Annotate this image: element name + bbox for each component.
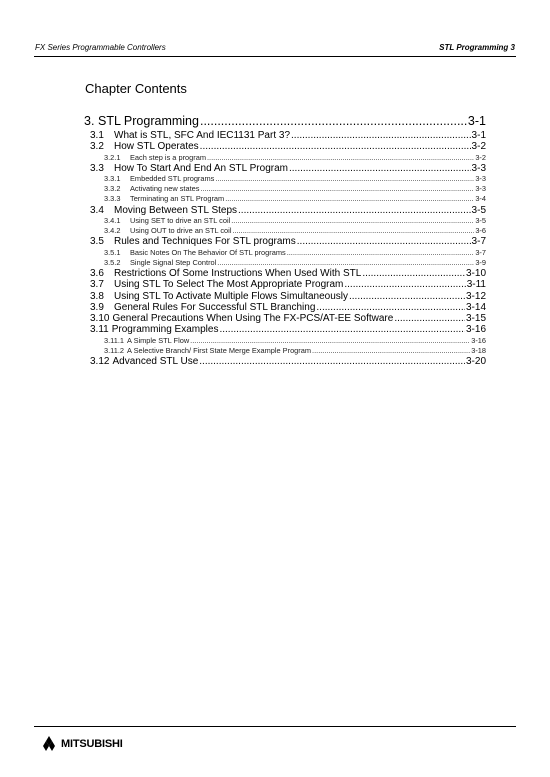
chapter-contents-heading: Chapter Contents (85, 81, 187, 96)
toc-leader-dots (200, 141, 471, 152)
toc-entry-number: 3.4.2 (104, 226, 121, 236)
toc-entry-title: Terminating an STL Program (130, 194, 225, 204)
toc-entry-page: 3-1 (471, 130, 486, 141)
footer-divider (34, 726, 516, 727)
toc-leader-dots (217, 258, 474, 268)
toc-entry-page: 3-3 (471, 162, 486, 174)
toc-entry-page: 3-16 (465, 324, 486, 336)
toc-entry-number: 3.11 (90, 324, 109, 336)
toc-leader-dots (200, 184, 474, 194)
toc-leader-dots (232, 226, 474, 236)
toc-entry-page: 3-2 (471, 141, 486, 153)
toc-leader-dots (394, 313, 465, 324)
toc-entry[interactable] (84, 130, 486, 141)
toc-leader-dots (291, 130, 471, 141)
toc-entry-title: Restrictions Of Some Instructions When Used With STL (114, 267, 362, 279)
toc-entry-title: STL Programming (98, 114, 199, 128)
toc-entry-title: Using OUT to drive an STL coil (130, 226, 232, 236)
toc-entry-title: Advanced STL Use (112, 356, 199, 368)
toc-leader-dots (297, 236, 471, 247)
toc-entry[interactable] (84, 346, 486, 356)
toc-leader-dots (215, 174, 474, 184)
toc-leader-dots (190, 336, 470, 346)
toc-entry[interactable] (84, 313, 486, 324)
toc-entry-number: 3.3.2 (104, 184, 121, 194)
toc-entry-page: 3-7 (471, 236, 486, 248)
toc-entry-number: 3.1 (90, 130, 104, 141)
toc-entry-title: Using STL To Select The Most Appropriate Program (114, 279, 344, 291)
toc-entry-number: 3.2 (90, 141, 104, 153)
toc-entry-title: Programming Examples (111, 324, 219, 336)
toc-entry-number: 3.2.1 (104, 152, 121, 162)
toc-leader-dots (238, 205, 471, 216)
page-header (34, 42, 516, 57)
toc-entry[interactable] (84, 226, 486, 236)
toc-entry-page: 3-15 (465, 313, 486, 325)
toc-entry-page: 3-6 (475, 226, 486, 236)
toc-entry[interactable] (84, 268, 486, 279)
toc-leader-dots (200, 113, 467, 130)
toc-entry-title: Single Signal Step Control (130, 257, 217, 267)
toc-entry-number: 3.4 (90, 204, 104, 216)
toc-entry-page: 3-12 (465, 290, 486, 302)
toc-leader-dots (316, 302, 465, 313)
toc-entry-number: 3.5 (90, 236, 104, 248)
header-series-title: FX Series Programmable Controllers (35, 43, 166, 52)
toc-entry[interactable] (84, 248, 486, 258)
toc-entry-page: 3-1 (467, 114, 486, 128)
toc-entry[interactable] (84, 194, 486, 204)
toc-entry[interactable] (84, 216, 486, 226)
toc-entry-number: 3.11.1 (104, 335, 124, 345)
toc-entry[interactable] (84, 336, 486, 346)
toc-entry-title: A Selective Branch/ First State Merge Example Program (127, 345, 312, 355)
toc-entry-number: 3.12 (90, 356, 110, 368)
toc-entry[interactable] (84, 113, 486, 130)
toc-entry[interactable] (84, 205, 486, 216)
toc-entry-title: Moving Between STL Steps (114, 204, 238, 216)
toc-entry[interactable] (84, 174, 486, 184)
toc-entry-number: 3.7 (90, 279, 104, 291)
toc-entry-page: 3-7 (475, 247, 486, 257)
toc-entry-number: 3.3.3 (104, 194, 121, 204)
toc-entry-page: 3-14 (465, 301, 486, 313)
toc-entry-number: 3.4.1 (104, 215, 121, 225)
toc-entry-page: 3-11 (466, 279, 486, 291)
toc-leader-dots (289, 163, 471, 174)
toc-leader-dots (219, 324, 465, 335)
toc-entry-page: 3-18 (471, 345, 486, 355)
toc-entry-page: 3-5 (471, 204, 486, 216)
toc-entry-number: 3.5.1 (104, 247, 121, 257)
brand-name: MITSUBISHI (61, 738, 123, 750)
toc-leader-dots (199, 356, 465, 367)
toc-entry-number: 3.8 (90, 290, 104, 302)
toc-entry-title: Activating new states (130, 184, 200, 194)
toc-leader-dots (231, 216, 474, 226)
toc-entry[interactable] (84, 302, 486, 313)
toc-leader-dots (225, 194, 474, 204)
table-of-contents (84, 113, 486, 367)
toc-entry-number: 3. (84, 114, 95, 128)
toc-entry-title: Using STL To Activate Multiple Flows Simultaneously (114, 290, 348, 302)
toc-entry-number: 3.10 (90, 313, 110, 325)
toc-entry-page: 3-9 (475, 257, 486, 267)
toc-entry[interactable] (84, 163, 486, 174)
toc-entry-title: Embedded STL programs (130, 174, 215, 184)
toc-entry-page: 3-20 (465, 356, 486, 368)
toc-entry-title: What is STL, SFC And IEC1131 Part 3? (114, 130, 291, 141)
toc-leader-dots (362, 268, 465, 279)
toc-entry-title: Basic Notes On The Behavior Of STL programs (130, 247, 286, 257)
three-diamonds-icon (40, 736, 58, 752)
toc-entry[interactable] (84, 141, 486, 152)
toc-entry-title: Each step is a program (130, 152, 206, 162)
toc-entry-title: A Simple STL Flow (127, 335, 190, 345)
toc-leader-dots (312, 346, 470, 356)
toc-entry[interactable] (84, 184, 486, 194)
header-chapter-title: STL Programming 3 (439, 43, 515, 52)
toc-entry[interactable] (84, 258, 486, 268)
toc-entry[interactable] (84, 236, 486, 247)
toc-entry[interactable] (84, 279, 486, 290)
toc-entry-page: 3-5 (475, 215, 486, 225)
toc-entry-title: General Precautions When Using The FX-PCS/AT-EE Software (112, 313, 394, 325)
toc-entry-title: How STL Operates (114, 141, 199, 153)
toc-entry-page: 3-16 (471, 335, 486, 345)
toc-entry-number: 3.3.1 (104, 174, 121, 184)
toc-entry-number: 3.3 (90, 162, 104, 174)
toc-entry-number: 3.5.2 (104, 257, 121, 267)
toc-entry-page: 3-10 (465, 267, 486, 279)
toc-entry-page: 3-3 (475, 174, 486, 184)
mitsubishi-logo (40, 736, 123, 752)
toc-entry[interactable] (84, 153, 486, 163)
toc-entry-title: Using SET to drive an STL coil (130, 215, 231, 225)
toc-entry-title: Rules and Techniques For STL programs (114, 236, 296, 248)
toc-leader-dots (344, 279, 465, 290)
toc-entry-page: 3-3 (475, 184, 486, 194)
toc-entry-number: 3.9 (90, 301, 104, 313)
toc-entry-number: 3.6 (90, 267, 104, 279)
toc-entry-page: 3-4 (475, 194, 486, 204)
toc-entry-page: 3-2 (475, 152, 486, 162)
toc-leader-dots (349, 291, 465, 302)
toc-entry[interactable] (84, 356, 486, 367)
toc-leader-dots (207, 153, 474, 163)
toc-entry[interactable] (84, 324, 486, 335)
toc-entry-title: How To Start And End An STL Program (114, 162, 288, 174)
toc-entry[interactable] (84, 291, 486, 302)
toc-leader-dots (287, 248, 475, 258)
toc-entry-title: General Rules For Successful STL Branching (114, 301, 316, 313)
toc-entry-number: 3.11.2 (104, 345, 124, 355)
